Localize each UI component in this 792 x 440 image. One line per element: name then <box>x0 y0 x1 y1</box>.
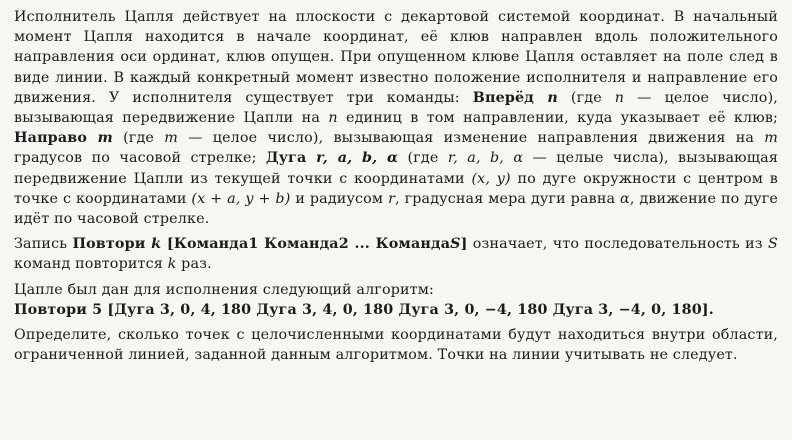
description-text: , градусная мера дуги равна <box>395 190 621 207</box>
description-text: единиц в том направлении, куда указывает её клюв; <box>337 110 778 127</box>
repeat-keyword: Повтори <box>72 236 152 253</box>
variable-m: m <box>164 130 178 147</box>
variable-m: m <box>764 130 778 147</box>
description-text: — целое число), вызывающая изменение направления движения на <box>177 130 765 147</box>
command-arc-args: r, a, b, α <box>316 150 399 167</box>
variable-alpha: α <box>620 190 630 207</box>
description-text: — целое число), вызывающая передвижение Цапли на <box>14 89 778 127</box>
repeat-text: команд повторится <box>14 256 168 273</box>
description-text: (где <box>112 130 165 147</box>
variable-s: S <box>768 236 778 253</box>
point-xy: (x, y) <box>471 170 511 187</box>
command-forward-name: Вперёд <box>472 89 548 106</box>
description-text: , движение по дуге идёт по часовой стрелке. <box>14 190 779 228</box>
repeat-text: Запись <box>14 236 73 253</box>
command-arc-name: Дуга <box>265 150 317 167</box>
algorithm-intro: Цапле был дан для исполнения следующий алгоритм: <box>14 281 434 298</box>
repeat-body: [Команда1 Команда2 ... Команда <box>161 236 451 253</box>
description-text: (где <box>398 150 448 167</box>
command-right-arg: m <box>97 130 113 147</box>
variable-s: S <box>450 236 461 253</box>
description-text: — целые числа), вызывающая передвижение Цапли из текущей точки с координатами <box>14 150 778 187</box>
question-paragraph: Определите, сколько точек с целочисленными координатами будут находиться внутри области, ограниченной линией, заданной данным алгоритмом. Точки на линии учитывать не следует. <box>14 327 778 364</box>
description-text: градусов по часовой стрелке; <box>14 150 266 167</box>
description-text: по дуге окружности с центром в точке с координатами <box>14 170 778 207</box>
variable-n: n <box>614 89 625 106</box>
command-right-name: Направо <box>14 130 98 147</box>
variables-arc: r, a, b, α <box>447 150 524 167</box>
algorithm-line <box>14 300 778 320</box>
description-text: (где <box>557 89 615 106</box>
repeat-text: раз. <box>176 256 212 273</box>
variable-k: k <box>167 256 177 273</box>
repeat-text: означает, что последовательность из <box>467 236 769 253</box>
variable-n: n <box>328 110 338 127</box>
algorithm-code: Повтори 5 [Дуга 3, 0, 4, 180 Дуга 3, 4, 0, 180 Дуга 3, 0, −4, 180 Дуга 3, −4, 0, 180]. <box>14 301 714 318</box>
task-description-paragraph <box>14 7 778 229</box>
repeat-syntax-paragraph <box>14 234 778 274</box>
description-text: Исполнитель Цапля действует на плоскости с декартовой системой координат. В начальный момент Цапля находится в начале координат, её клюв направлен вдоль положительного направления оси ординат, клюв опущен. При опущенном клюве Цапля оставляет на поле след в виде линии. В каждый конкретный момент известно положение исполнителя и направление его движения. У исполнителя существует три команды: <box>14 9 778 106</box>
center-point: (x + a, y + b) <box>191 190 291 207</box>
command-forward-arg: n <box>547 89 558 106</box>
repeat-body-end: ] <box>460 236 468 253</box>
description-text: и радиусом <box>290 190 389 207</box>
variable-k: k <box>151 236 162 253</box>
variable-r: r <box>388 190 396 207</box>
